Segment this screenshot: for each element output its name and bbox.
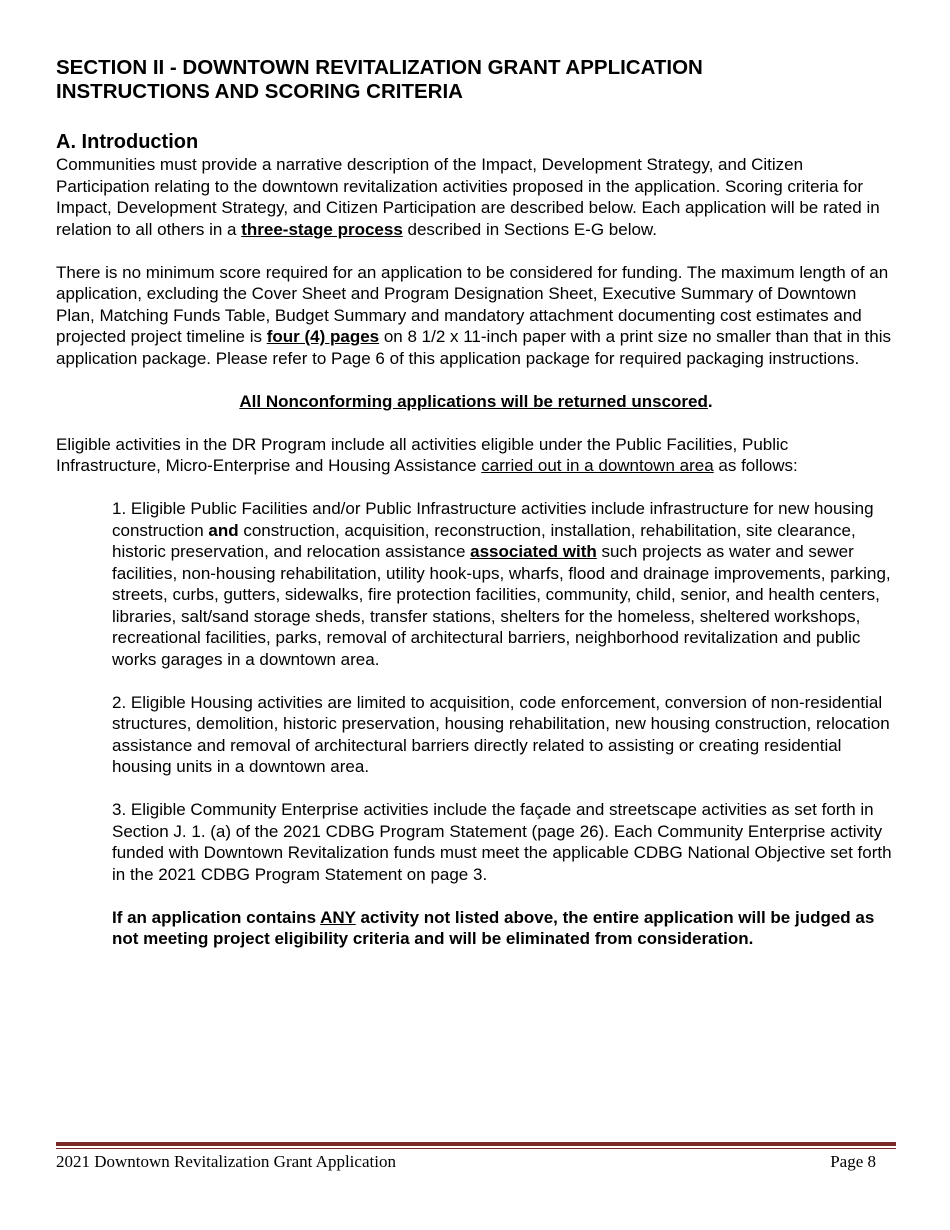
- footer-rule-thin: [56, 1148, 896, 1149]
- associated-with-emphasis: associated with: [470, 542, 597, 561]
- footer-rule: [56, 1142, 896, 1146]
- page-footer: [56, 1152, 876, 1172]
- eligibility-warning: If an application contains ANY activity not listed above, the entire application will be judged as not meeting project eligibility criteria and will be eliminated from consideration.: [112, 907, 875, 948]
- section-title-line2: INSTRUCTIONS AND SCORING CRITERIA: [56, 80, 463, 103]
- nonconforming-notice: All Nonconforming applications will be returned unscored.: [239, 391, 713, 411]
- downtown-area-emphasis: carried out in a downtown area: [481, 456, 714, 475]
- document-page: [56, 56, 896, 950]
- footer-page-number: Page 8: [830, 1152, 876, 1171]
- three-stage-process-emphasis: three-stage process: [241, 219, 403, 239]
- list-item-housing: 2. Eligible Housing activities are limited to acquisition, code enforcement, conversion of non-residential structures, demolition, historic preservation, housing rehabilitation, new housing construction, relocation assistance and removal of architectural barriers directly related to assisting or creating residential housing units in a downtown area.: [112, 692, 890, 776]
- eligible-activities-paragraph: Eligible activities in the DR Program include all activities eligible under the Public Facilities, Public Infrastructure, Micro-Enterprise and Housing Assistance carried out in a downtown area as follows:: [56, 434, 798, 475]
- list-item-community-enterprise: 3. Eligible Community Enterprise activities include the façade and streetscape activities as set forth in Section J. 1. (a) of the 2021 CDBG Program Statement (page 26). Each Community Enterprise activity funded with Downtown Revitalization funds must meet the applicable CDBG National Objective set forth in the 2021 CDBG Program Statement on page 3.: [112, 800, 892, 884]
- intro-heading: A. Introduction: [56, 131, 199, 153]
- section-title: [56, 56, 896, 104]
- footer-document-title: 2021 Downtown Revitalization Grant Application: [56, 1152, 396, 1171]
- page-limit-emphasis: four (4) pages: [266, 327, 380, 346]
- section-title-line1: SECTION II - DOWNTOWN REVITALIZATION GRANT APPLICATION: [56, 56, 703, 79]
- any-emphasis: ANY: [320, 907, 356, 927]
- list-item-public-facilities: 1. Eligible Public Facilities and/or Public Infrastructure activities include infrastructure for new housing construction and construction, acquisition, reconstruction, installation, rehabilitation, site clearance, historic preservation, and relocation assistance associated with such projects as water and sewer facilities, non-housing rehabilitation, utility hook-ups, wharfs, flood and drainage improvements, parking, streets, curbs, gutters, sidewalks, fire protection facilities, community, child, senior, and health centers, libraries, salt/sand storage sheds, transfer stations, shelters for the homeless, sheltered workshops, recreational facilities, parks, removal of architectural barriers, neighborhood revitalization and public works garages in a downtown area.: [112, 499, 891, 669]
- intro-paragraph-1: Communities must provide a narrative description of the Impact, Development Strategy, and Citizen Participation relating to the downtown revitalization activities proposed in the application. Scoring criteria for Impact, Development Strategy, and Citizen Participation are described below. Each application will be rated in relation to all others in a three-stage process described in Sections E-G below.: [56, 155, 880, 239]
- intro-paragraph-2: There is no minimum score required for an application to be considered for funding. The maximum length of an application, excluding the Cover Sheet and Program Designation Sheet, Executive Summary of Downtown Plan, Matching Funds Table, Budget Summary and mandatory attachment documenting cost estimates and projected project timeline is four (4) pages on 8 1/2 x 11-inch paper with a print size no smaller than that in this application package. Please refer to Page 6 of this application package for required packaging instructions.: [56, 262, 891, 368]
